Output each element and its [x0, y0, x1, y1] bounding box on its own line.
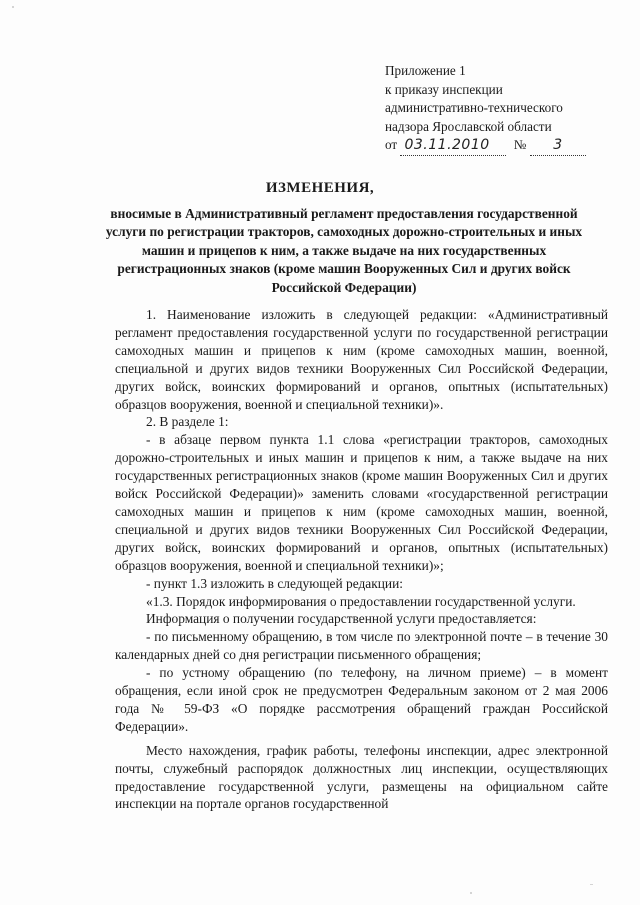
handwritten-date: 03.11.2010 — [400, 136, 506, 156]
paragraph: «1.3. Порядок информирования о предоставлении государственной услуги. — [146, 593, 576, 609]
document-subtitle: вносимые в Административный регламент предоставления государственной услуги по регистрации тракторов, самоходных дорожно-строительных и иных машин и прицепов к ним, а также выдаче на них государственных регистрационных знаков (кроме машин Вооруженных Сил и других войск Российской Федерации) — [105, 206, 583, 295]
appendix-date-line — [385, 136, 625, 156]
scan-speck — [470, 892, 472, 894]
appendix-line: надзора Ярославской области — [385, 118, 552, 134]
from-label: от — [385, 137, 398, 153]
scan-speck — [590, 884, 593, 885]
appendix-header — [385, 62, 625, 156]
document-body — [115, 306, 608, 813]
paragraph: - в абзаце первом пункта 1.1 слова «регистрации тракторов, самоходных дорожно-строительных и иных машин и прицепов к ним, а также выдаче на них государственных регистрационных знаков (кроме машин Вооруженных Сил и других войск Российской Федерации)» заменить словами «государственной регистрации самоходных машин и прицепов к ним (кроме самоходных машин, военной, специальной и других видов техники Вооруженных Сил Российской Федерации, других войск, воинских формирований и органов, опытных (испытательных) образцов вооружения, военной и специальной техники)»; — [115, 432, 608, 573]
paragraph: Место нахождения, график работы, телефоны инспекции, адрес электронной почты, служебный распорядок должностных лиц инспекции, осуществляющих предоставление государственной услуги, размещены на официальном сайте инспекции на портале органов государственной — [115, 742, 608, 812]
paragraph: - по устному обращению (по телефону, на личном приеме) – в момент обращения, если иной срок не предусмотрен Федеральным законом от 2 мая 2006 года № 59-ФЗ «О порядке рассмотрения обращений граждан Российской Федерации». — [115, 665, 608, 734]
paragraph: Информация о получении государственной услуги предоставляется: — [146, 611, 537, 627]
scan-speck — [12, 6, 14, 8]
appendix-line: к приказу инспекции — [385, 81, 503, 97]
paragraph: 1. Наименование изложить в следующей редакции: «Административный регламент предоставления государственной услуги по государственной регистрации самоходных машин и прицепов к ним (кроме самоходных машин, военной, специальной и других видов техники Вооруженных Сил Российской Федерации, других войск, воинских формирований и органов, опытных (испытательных) образцов вооружения, военной и специальной техники)». — [115, 307, 608, 412]
paragraph: 2. В разделе 1: — [146, 414, 229, 430]
handwritten-number: 3 — [530, 136, 586, 156]
appendix-line: административно-технического — [385, 100, 563, 116]
document-title: ИЗМЕНЕНИЯ, — [265, 180, 375, 196]
number-sign: № — [513, 137, 527, 153]
appendix-line: Приложение 1 — [385, 63, 466, 78]
paragraph: - пункт 1.3 изложить в следующей редакции: — [146, 575, 403, 591]
paragraph: - по письменному обращению, в том числе по электронной почте – в течение 30 календарных дней со дня регистрации письменного обращения; — [115, 629, 608, 663]
